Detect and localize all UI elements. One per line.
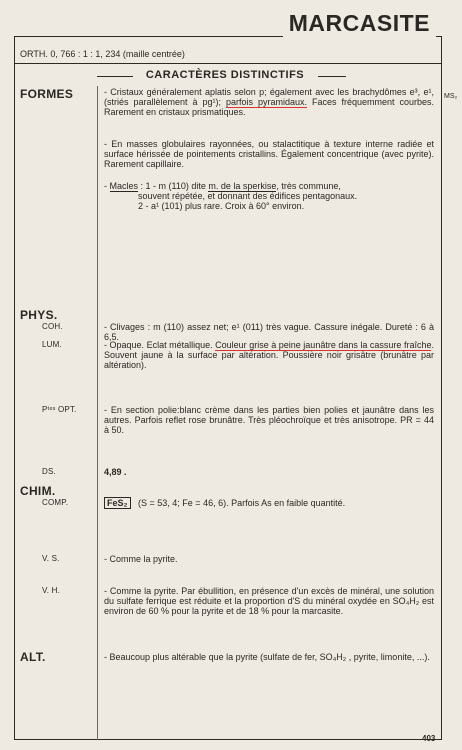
formes-label: FORMES [20, 87, 74, 101]
side-mark: MS₂ [444, 93, 458, 100]
orth-line: ORTH. 0, 766 : 1 : 1, 234 (maille centrée) [20, 49, 185, 59]
vh-text: - Comme la pyrite. Par ébullition, en présence d'un excès de minéral, une solution du sulfate ferrique est réduite et la proportion d'S du minéral oxydée en SO₄H₂ est environ de 60 % pour la pyrite et de 18 % pour la marcasite. [104, 586, 434, 616]
ds-value: 4,89 . [104, 467, 127, 477]
formula-box: FeS₂ [104, 497, 131, 509]
comp-text [104, 498, 434, 508]
formes-sperkise: m. de la sperkise [208, 181, 277, 191]
vs-text: - Comme la pyrite. [104, 554, 178, 564]
formes-p2: - En masses globulaires rayonnées, ou stalactitique à texture interne radiée et surface hérissée de pointements cristallins. Également concentrique (avec pyrite). Rarement capillaire. [104, 139, 434, 169]
opt-text: - En section polie:blanc crème dans les parties bien polies et jaunâtre dans les autres. Parfois reflet rose brunâtre. Très pléochroïque et très anisotrope. PR = 44 à 50. [104, 405, 434, 435]
divider [14, 63, 442, 64]
formes-p1-b: Faces fréquemment courbes. Rarement en cristaux prismatiques. [104, 97, 434, 117]
page-number: 403 [422, 734, 436, 743]
vs-label: V. S. [42, 554, 60, 563]
opt-label: Pᵗᵉˢ OPT. [42, 405, 77, 414]
formes-p1-highlight: parfois pyramidaux. [225, 97, 307, 107]
formes-p3-a: : 1 - m (110) dite [138, 181, 209, 191]
vh-label: V. H. [42, 586, 61, 595]
formes-p1-a: - Cristaux généralement aplatis selon p; également avec les brachydômes e³, e¹, (striés parallèlement à pg¹); [104, 87, 434, 107]
formes-p3 [104, 181, 434, 211]
section-title-rule-right [318, 76, 346, 77]
formes-macles: Macles [109, 181, 139, 191]
formes-p3-line2: souvent répétée, et donnant des édifices pentagonaux. [138, 191, 358, 201]
column-divider [97, 86, 98, 740]
lum-b: . Souvent jaune à la surface par altération. Poussière noir grisâtre (brunâtre par altération). [104, 340, 434, 370]
coh-label: COH. [42, 322, 63, 331]
page-title: MARCASITE [283, 10, 436, 37]
section-title-rule-left [97, 76, 133, 77]
lum-text [104, 340, 434, 370]
formes-p3-dash: - [104, 181, 110, 191]
formes-p3-line3: 2 - a¹ (101) plus rare. Croix à 60° environ. [138, 201, 305, 211]
chim-label: CHIM. [20, 484, 56, 498]
formes-p3-b: , très commune, [276, 181, 341, 191]
section-title: CARACTÈRES DISTINCTIFS [145, 69, 305, 81]
comp-detail: (S = 53, 4; Fe = 46, 6). Parfois As en faible quantité. [138, 498, 346, 508]
alt-label: ALT. [20, 650, 46, 664]
comp-label: COMP. [42, 498, 69, 507]
alt-text: - Beaucoup plus altérable que la pyrite (sulfate de fer, SO₄H₂ , pyrite, limonite, ...). [104, 652, 430, 662]
lum-highlight: Couleur grise à peine jaunâtre dans la cassure fraîche [215, 340, 432, 350]
phys-label: PHYS. [20, 308, 58, 322]
ds-label: DS. [42, 467, 56, 476]
formes-p1 [104, 87, 434, 117]
coh-text: - Clivages : m (110) assez net; e¹ (011) très vague. Cassure inégale. Dureté : 6 à 6,5. [104, 322, 434, 342]
lum-a: - Opaque. Eclat métallique. [104, 340, 216, 350]
lum-label: LUM. [42, 340, 62, 349]
